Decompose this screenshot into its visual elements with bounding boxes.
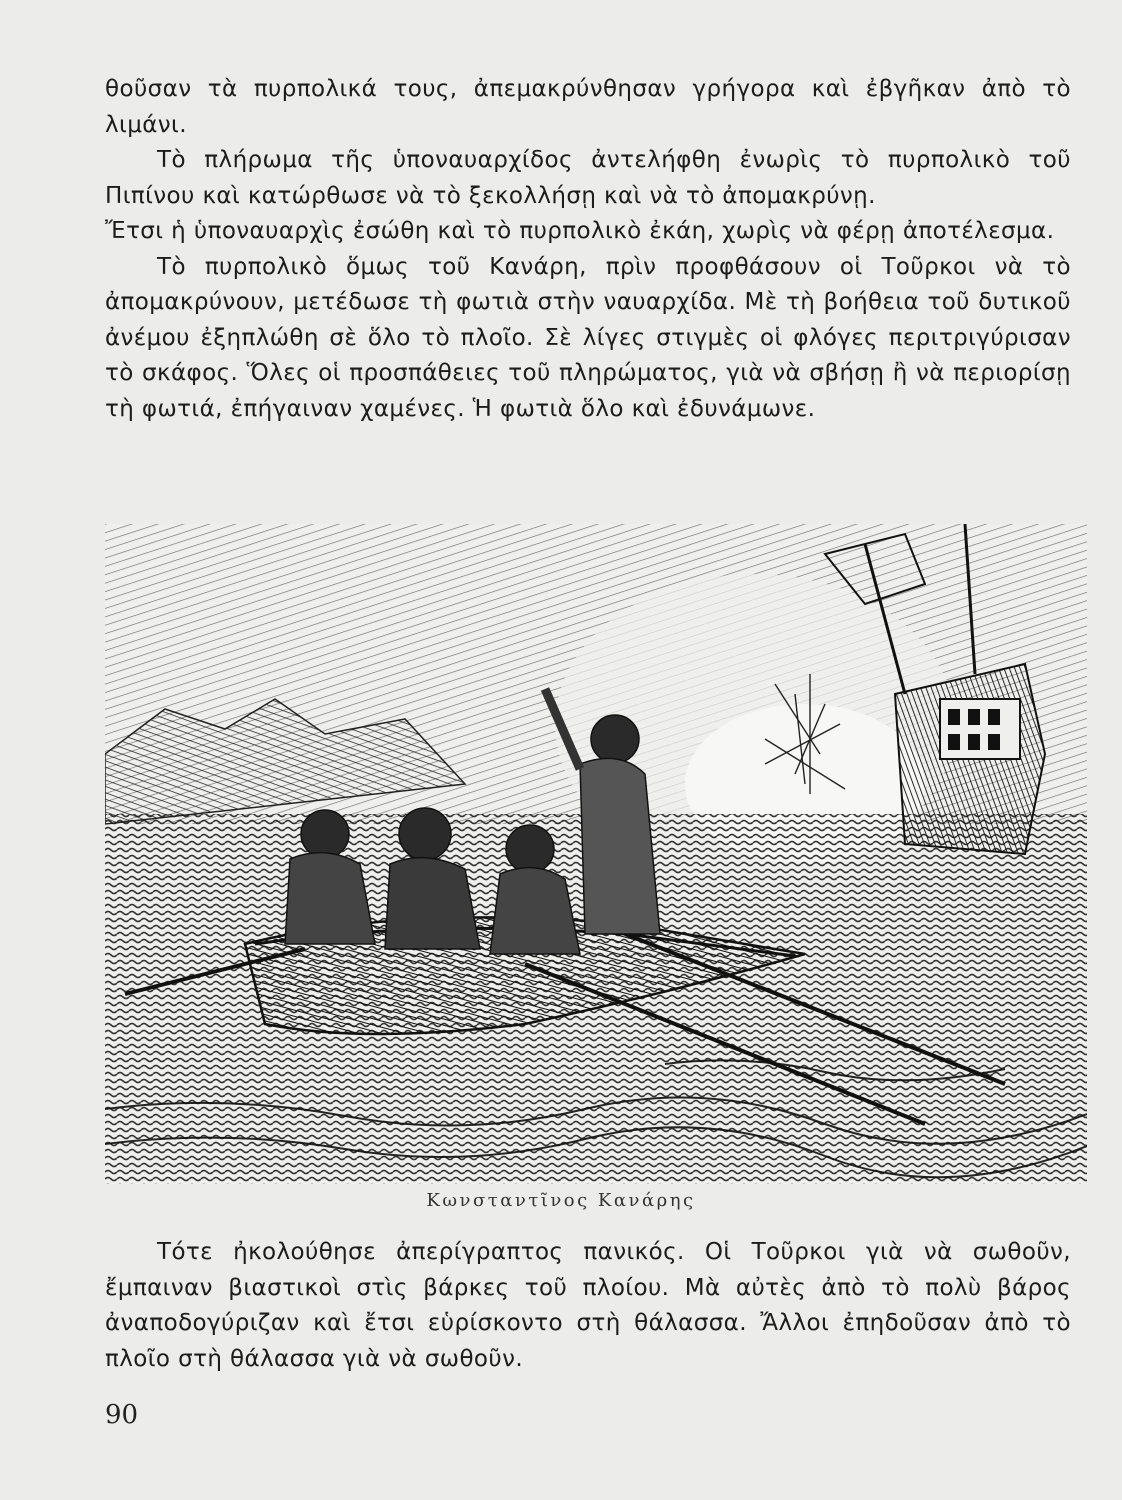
text-block-top [105,72,1071,427]
text-block-bottom [105,1235,1071,1377]
page-number: 90 [105,1400,139,1430]
paragraph: Ἔτσι ἡ ὑποναυαρχὶς ἐσώθη καὶ τὸ πυρπολικὸ ἐκάη, χωρὶς νὰ φέρῃ ἀποτέλεσμα. [105,218,1055,244]
paragraph: Τὸ πλήρωμα τῆς ὑποναυαρχίδος ἀντελήφθη ἐνωρὶς τὸ πυρπολικὸ τοῦ Πιπίνου καὶ κατώρθωσε νὰ τὸ ξεκολλήσῃ καὶ νὰ τὸ ἀπομακρύνῃ. [105,147,1071,209]
paragraph: θοῦσαν τὰ πυρπολικά τους, ἀπεμακρύνθησαν γρήγορα καὶ ἐβγῆκαν ἀπὸ τὸ λιμάνι. [105,76,1071,138]
paragraph: Τὸ πυρπολικὸ ὅμως τοῦ Κανάρη, πρὶν προφθάσουν οἱ Τοῦρκοι νὰ τὸ ἀπομακρύνουν, μετέδωσε τὴ φωτιὰ στὴν ναυαρχίδα. Μὲ τὴ βοήθεια τοῦ δυτικοῦ ἀνέμου ἐξηπλώθη σὲ ὅλο τὸ πλοῖο. Σὲ λίγες στιγμὲς οἱ φλόγες περιτριγύρισαν τὸ σκάφος. Ὅλες οἱ προσπάθειες τοῦ πληρώματος, γιὰ νὰ σβήσῃ ἢ νὰ περιορίσῃ τὴ φωτιά, ἐπήγαιναν χαμένες. Ἡ φωτιὰ ὅλο καὶ ἐδυνάμωνε. [105,253,1071,422]
figure-caption: Κωνσταντῖνος Κανάρης [426,1190,696,1211]
paragraph: Τότε ἠκολούθησε ἀπερίγραπτος πανικός. Οἱ Τοῦρκοι γιὰ νὰ σωθοῦν, ἔμπαιναν βιαστικοὶ στὶς βάρκες τοῦ πλοίου. Μὰ αὐτὲς ἀπὸ τὸ πολὺ βάρος ἀναποδογύριζαν καὶ ἔτσι εὑρίσκοντο στὴ θάλασσα. Ἄλλοι ἐπηδοῦσαν ἀπὸ τὸ πλοῖο στὴ θάλασσα γιὰ νὰ σωθοῦν. [105,1239,1071,1372]
engraving-boat-burning-ship-icon [105,524,1087,1184]
illustration [105,524,1087,1184]
